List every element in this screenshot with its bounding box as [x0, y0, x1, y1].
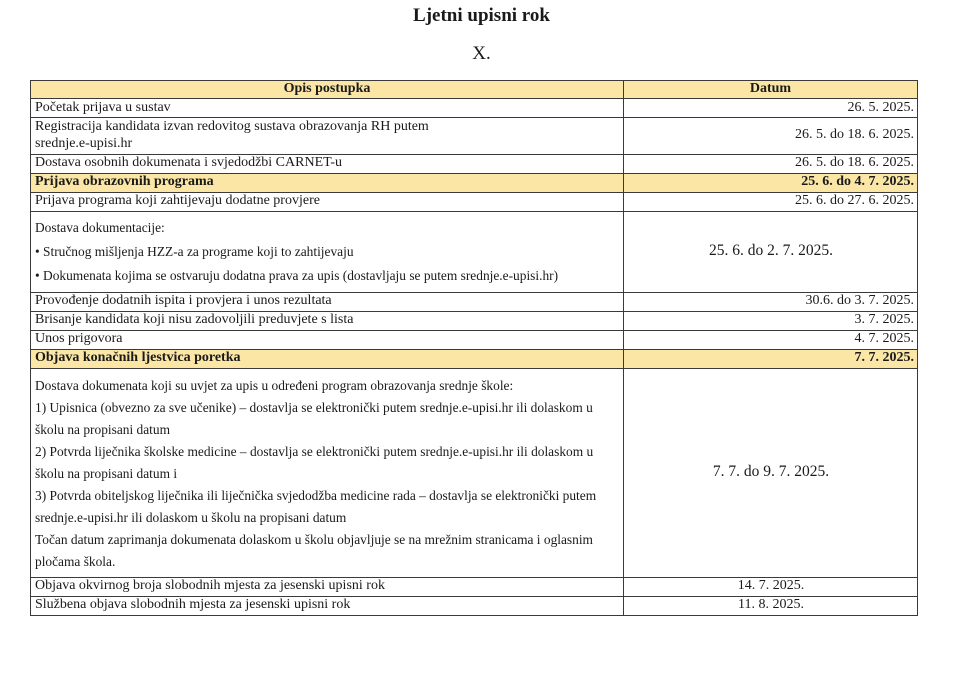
row-description: Prijava obrazovnih programa — [31, 173, 624, 192]
table-header-row — [31, 81, 918, 99]
table-row — [31, 368, 918, 577]
row-date: 25. 6. do 27. 6. 2025. — [624, 192, 918, 211]
row-description — [31, 211, 624, 292]
row-description: Početak prijava u sustav — [31, 99, 624, 118]
table-row-highlighted — [31, 173, 918, 192]
table-row — [31, 99, 918, 118]
schedule-table — [30, 80, 918, 616]
page-title: Ljetni upisni rok — [413, 5, 550, 26]
table-row-highlighted — [31, 349, 918, 368]
description-line: 2) Potvrda liječnika školske medicine – dostavlja se elektronički putem srednje.e-upisi.hr ili dolaskom u — [35, 443, 594, 459]
row-date: 7. 7. do 9. 7. 2025. — [624, 368, 918, 577]
row-description: Objava konačnih ljestvica poretka — [31, 349, 624, 368]
row-description: Prijava programa koji zahtijevaju dodatne provjere — [31, 192, 624, 211]
table-row — [31, 118, 918, 155]
table-row — [31, 311, 918, 330]
description-line: Dostava dokumenata koji su uvjet za upis u određeni program obrazovanja srednje škole: — [35, 377, 514, 393]
description-line: • Stručnog mišljenja HZZ-a za programe koji to zahtijevaju — [35, 243, 354, 259]
row-date: 11. 8. 2025. — [624, 596, 918, 615]
description-line: Točan datum zaprimanja dokumenata dolaskom u školu objavljuje se na mrežnim stranicama i oglasnim — [35, 531, 593, 547]
table-row — [31, 577, 918, 596]
row-date: 26. 5. do 18. 6. 2025. — [624, 154, 918, 173]
row-description: Službena objava slobodnih mjesta za jesenski upisni rok — [31, 596, 624, 615]
description-line: • Dokumenata kojima se ostvaruju dodatna prava za upis (dostavljaju se putem srednje.e-upisi.hr) — [35, 267, 559, 283]
description-line: 3) Potvrda obiteljskog liječnika ili liječnička svjedodžba medicine rada – dostavlja se elektronički putem — [35, 487, 597, 503]
row-date: 25. 6. do 4. 7. 2025. — [624, 173, 918, 192]
row-description: Unos prigovora — [31, 330, 624, 349]
row-date: 14. 7. 2025. — [624, 577, 918, 596]
description-line: srednje.e-upisi.hr ili dolaskom u školu na propisani datum — [35, 509, 347, 525]
row-date: 7. 7. 2025. — [624, 349, 918, 368]
description-line: srednje.e-upisi.hr — [35, 135, 133, 151]
row-description — [31, 118, 624, 155]
description-line: školu na propisani datum i — [35, 465, 178, 481]
header-date: Datum — [624, 81, 918, 99]
table-row — [31, 154, 918, 173]
description-line: pločama škola. — [35, 553, 116, 569]
table-row — [31, 192, 918, 211]
row-date: 25. 6. do 2. 7. 2025. — [624, 211, 918, 292]
row-description — [31, 368, 624, 577]
row-date: 26. 5. do 18. 6. 2025. — [624, 118, 918, 155]
table-row — [31, 330, 918, 349]
row-description: Provođenje dodatnih ispita i provjera i unos rezultata — [31, 292, 624, 311]
page-subtitle: X. — [472, 43, 491, 64]
table-row — [31, 596, 918, 615]
row-date: 26. 5. 2025. — [624, 99, 918, 118]
row-description: Brisanje kandidata koji nisu zadovoljili preduvjete s lista — [31, 311, 624, 330]
description-line: 1) Upisnica (obvezno za sve učenike) – dostavlja se elektronički putem srednje.e-upisi.hr ili dolaskom u — [35, 399, 593, 415]
table-row — [31, 292, 918, 311]
description-line: Dostava dokumentacije: — [35, 219, 165, 235]
table-row — [31, 211, 918, 292]
row-date: 3. 7. 2025. — [624, 311, 918, 330]
row-description: Objava okvirnog broja slobodnih mjesta za jesenski upisni rok — [31, 577, 624, 596]
header-description: Opis postupka — [31, 81, 624, 99]
row-description: Dostava osobnih dokumenata i svjedodžbi CARNET-u — [31, 154, 624, 173]
description-line: školu na propisani datum — [35, 421, 171, 437]
description-line: Registracija kandidata izvan redovitog sustava obrazovanja RH putem — [35, 119, 429, 134]
row-date: 30.6. do 3. 7. 2025. — [624, 292, 918, 311]
row-date: 4. 7. 2025. — [624, 330, 918, 349]
